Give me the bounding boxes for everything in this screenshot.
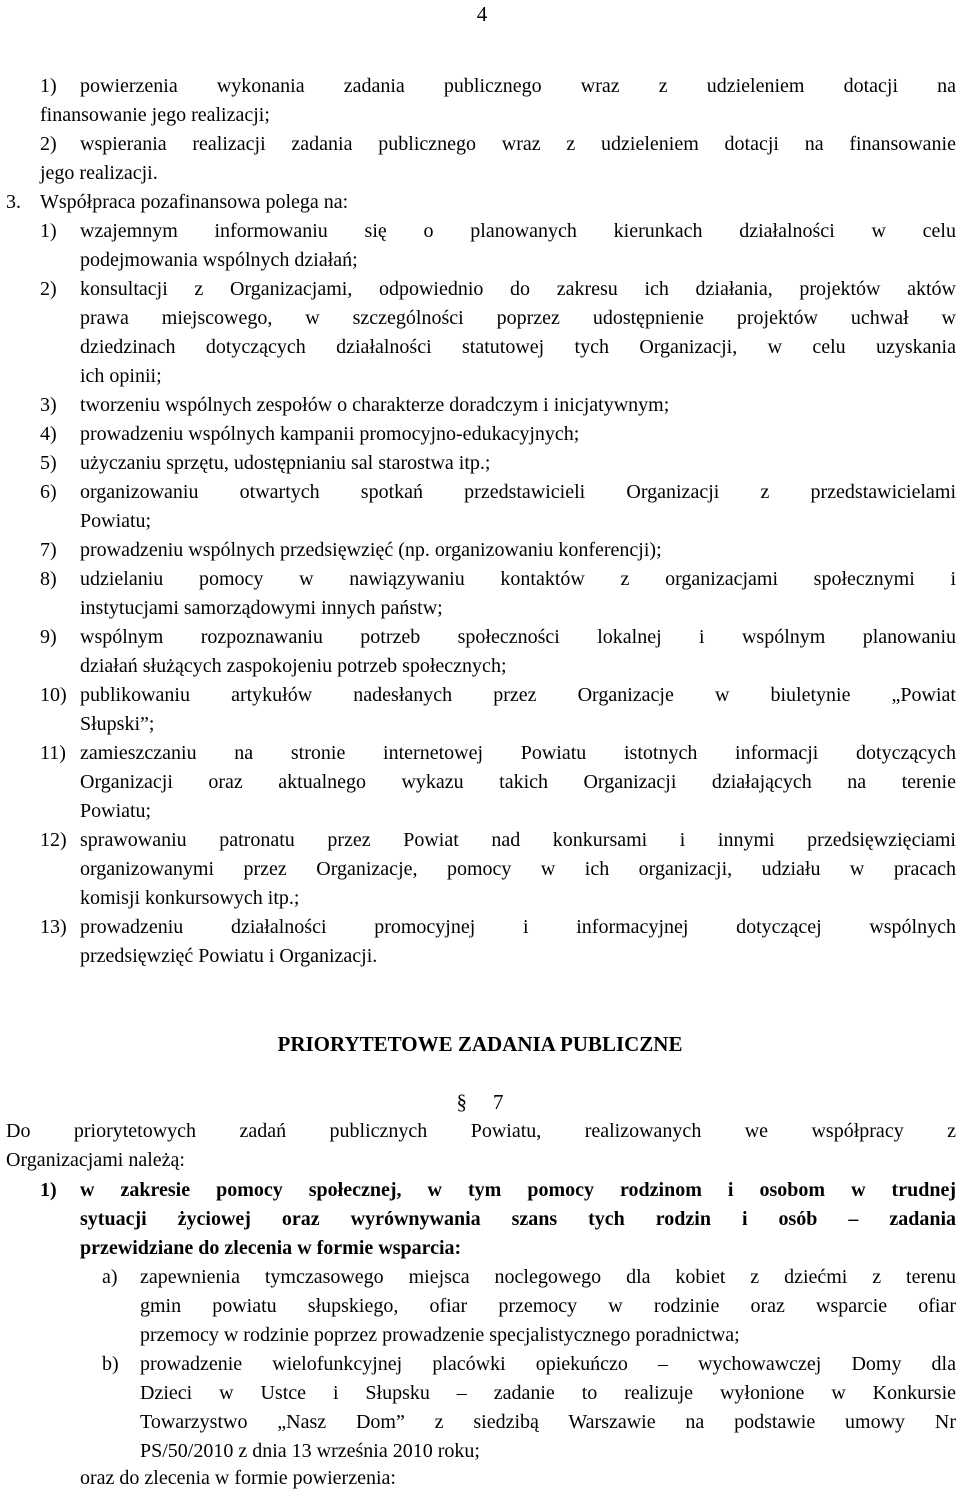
list-number: 7) — [40, 539, 57, 561]
intro-text-continuation: Organizacjami należą: — [6, 1149, 185, 1171]
priority-number: 1) — [40, 1179, 57, 1201]
page-number: 4 — [476, 2, 488, 26]
paragraph-number: 7 — [493, 1090, 504, 1114]
list-item: organizowaniu otwartych spotkań przedstawicieli Organizacji z przedstawicielami — [80, 481, 956, 503]
list-item: użyczaniu sprzętu, udostępnianiu sal starostwa itp.; — [80, 452, 491, 474]
list-item-continuation: organizowanymi przez Organizacje, pomocy w ich organizacji, udziału w pracach — [80, 858, 956, 880]
list-item: publikowaniu artykułów nadesłanych przez Organizacje w biuletynie „Powiat — [80, 684, 956, 706]
subitem-text-continuation: Towarzystwo „Nasz Dom” z siedzibą Warszawie na podstawie umowy Nr — [140, 1411, 956, 1433]
list-item: wspierania realizacji zadania publicznego wraz z udzieleniem dotacji na finansowanie — [80, 133, 956, 155]
list-number: 1) — [40, 75, 57, 97]
list-number: 4) — [40, 423, 57, 445]
list-item: prowadzeniu wspólnych kampanii promocyjno-edukacyjnych; — [80, 423, 580, 445]
list-item: wspólnym rozpoznawaniu potrzeb społeczności lokalnej i wspólnym planowaniu — [80, 626, 956, 648]
subitem-text-continuation: PS/50/2010 z dnia 13 września 2010 roku; — [140, 1440, 480, 1462]
list-item: konsultacji z Organizacjami, odpowiednio do zakresu ich działania, projektów aktów — [80, 278, 956, 300]
section-title: Współpraca pozafinansowa polega na: — [40, 191, 349, 213]
list-item-continuation: dziedzinach dotyczących działalności statutowej tych Organizacji, w celu uzyskania — [80, 336, 956, 358]
intro-text: Do priorytetowych zadań publicznych Powiatu, realizowanych we współpracy z — [6, 1120, 956, 1142]
paragraph-sign: § — [456, 1090, 467, 1114]
list-item-continuation: komisji konkursowych itp.; — [80, 887, 300, 909]
list-number: 12) — [40, 829, 67, 851]
list-number: 2) — [40, 278, 57, 300]
list-item: prowadzeniu wspólnych przedsięwzięć (np. organizowaniu konferencji); — [80, 539, 662, 561]
list-item-continuation: podejmowania wspólnych działań; — [80, 249, 358, 271]
list-number: 10) — [40, 684, 67, 706]
list-item-continuation: Powiatu; — [80, 510, 152, 532]
list-item-continuation: jego realizacji. — [40, 162, 158, 184]
list-number: 2) — [40, 133, 57, 155]
list-item: powierzenia wykonania zadania publicznego wraz z udzieleniem dotacji na — [80, 75, 956, 97]
subitem-text: zapewnienia tymczasowego miejsca noclegowego dla kobiet z dziećmi z terenu — [140, 1266, 956, 1288]
subitem-text: prowadzenie wielofunkcyjnej placówki opiekuńczo – wychowawczej Domy dla — [140, 1353, 956, 1375]
list-item-continuation: przedsięwzięć Powiatu i Organizacji. — [80, 945, 378, 967]
list-item-continuation: Organizacji oraz aktualnego wykazu takich Organizacji działających na terenie — [80, 771, 956, 793]
priority-title-continuation: przewidziane do zlecenia w formie wsparcia: — [80, 1237, 462, 1259]
list-item-continuation: instytucjami samorządowymi innych państw; — [80, 597, 443, 619]
list-item: udzielaniu pomocy w nawiązywaniu kontaktów z organizacjami społecznymi i — [80, 568, 956, 590]
list-item-continuation: działań służących zaspokojeniu potrzeb społecznych; — [80, 655, 507, 677]
priority-title-continuation: sytuacji życiowej oraz wyrównywania szans tych rodzin i osób – zadania — [80, 1208, 956, 1230]
subitem-letter: b) — [102, 1353, 119, 1375]
list-item-continuation: finansowanie jego realizacji; — [40, 104, 270, 126]
list-number: 3) — [40, 394, 57, 416]
list-number: 5) — [40, 452, 57, 474]
closing-text: oraz do zlecenia w formie powierzenia: — [80, 1467, 396, 1489]
paragraph-marker — [0, 1088, 960, 1117]
list-number: 6) — [40, 481, 57, 503]
list-number: 1) — [40, 220, 57, 242]
subitem-text-continuation: gmin powiatu słupskiego, ofiar przemocy w rodzinie oraz wsparcie ofiar — [140, 1295, 956, 1317]
subitem-text-continuation: przemocy w rodzinie poprzez prowadzenie specjalistycznego poradnictwa; — [140, 1324, 740, 1346]
list-item-continuation: ich opinii; — [80, 365, 162, 387]
section-heading: PRIORYTETOWE ZADANIA PUBLICZNE — [277, 1032, 683, 1056]
subitem-text-continuation: Dzieci w Ustce i Słupsku – zadanie to realizuje wyłonione w Konkursie — [140, 1382, 956, 1404]
list-item-continuation: Słupski”; — [80, 713, 155, 735]
list-item: zamieszczaniu na stronie internetowej Powiatu istotnych informacji dotyczących — [80, 742, 956, 764]
section-number: 3. — [6, 191, 21, 213]
list-item: sprawowaniu patronatu przez Powiat nad konkursami i innymi przedsięwzięciami — [80, 829, 956, 851]
list-number: 9) — [40, 626, 57, 648]
list-number: 8) — [40, 568, 57, 590]
list-item-continuation: Powiatu; — [80, 800, 152, 822]
list-item: wzajemnym informowaniu się o planowanych kierunkach działalności w celu — [80, 220, 956, 242]
subitem-letter: a) — [102, 1266, 118, 1288]
list-item-continuation: prawa miejscowego, w szczególności poprzez udostępnienie projektów uchwał w — [80, 307, 956, 329]
priority-title: w zakresie pomocy społecznej, w tym pomocy rodzinom i osobom w trudnej — [80, 1179, 956, 1201]
list-item: prowadzeniu działalności promocyjnej i informacyjnej dotyczącej wspólnych — [80, 916, 956, 938]
list-item: tworzeniu wspólnych zespołów o charakterze doradczym i inicjatywnym; — [80, 394, 670, 416]
list-number: 13) — [40, 916, 67, 938]
list-number: 11) — [40, 742, 66, 764]
